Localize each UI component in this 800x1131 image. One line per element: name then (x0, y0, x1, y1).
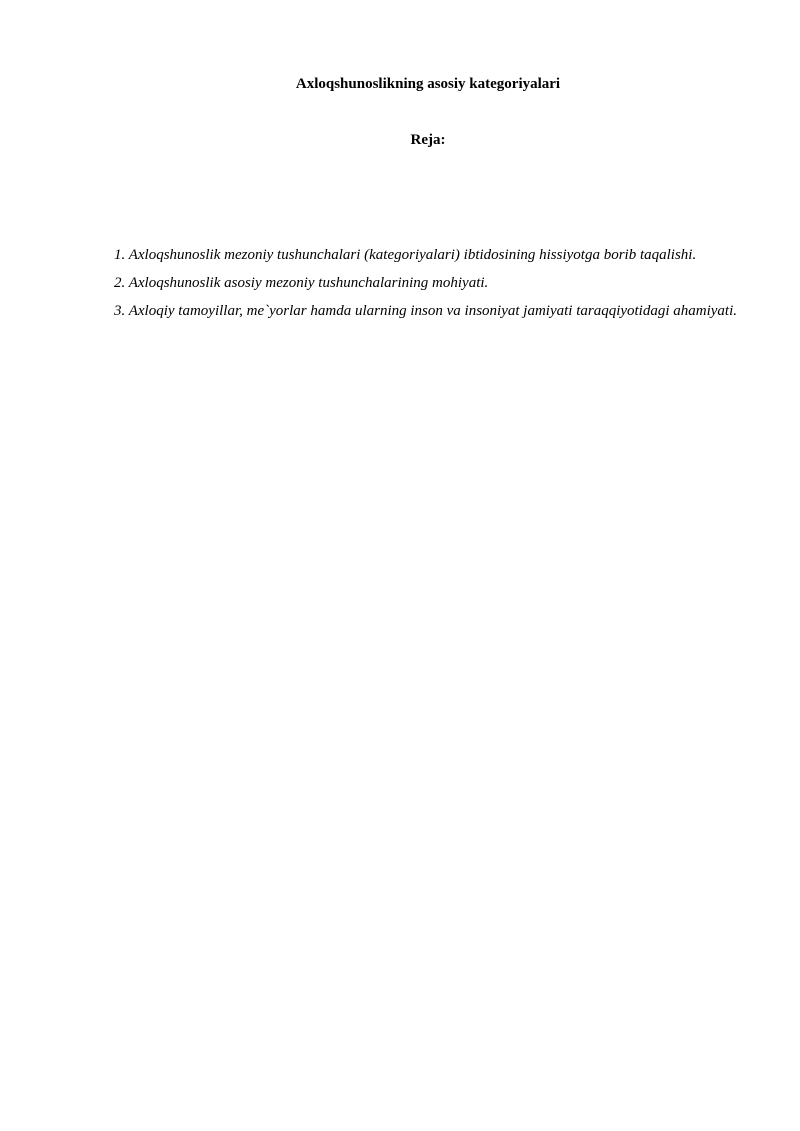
plan-item-1: 1. Axloqshunoslik mezoniy tushunchalari (kategoriyalari) ibtidosining hissiyotga borib taqalishi. (114, 247, 697, 263)
plan-item-2: 2. Axloqshunoslik asosiy mezoniy tushunchalarining mohiyati. (114, 275, 489, 291)
document-title: Axloqshunoslikning asosiy kategoriyalari (295, 76, 561, 92)
plan-list (114, 241, 754, 325)
plan-heading: Reja: (410, 132, 446, 148)
plan-item-3: 3. Axloqiy tamoyillar, me`yorlar hamda ularning inson va insoniyat jamiyati taraqqiyotidagi ahamiyati. (114, 303, 738, 319)
